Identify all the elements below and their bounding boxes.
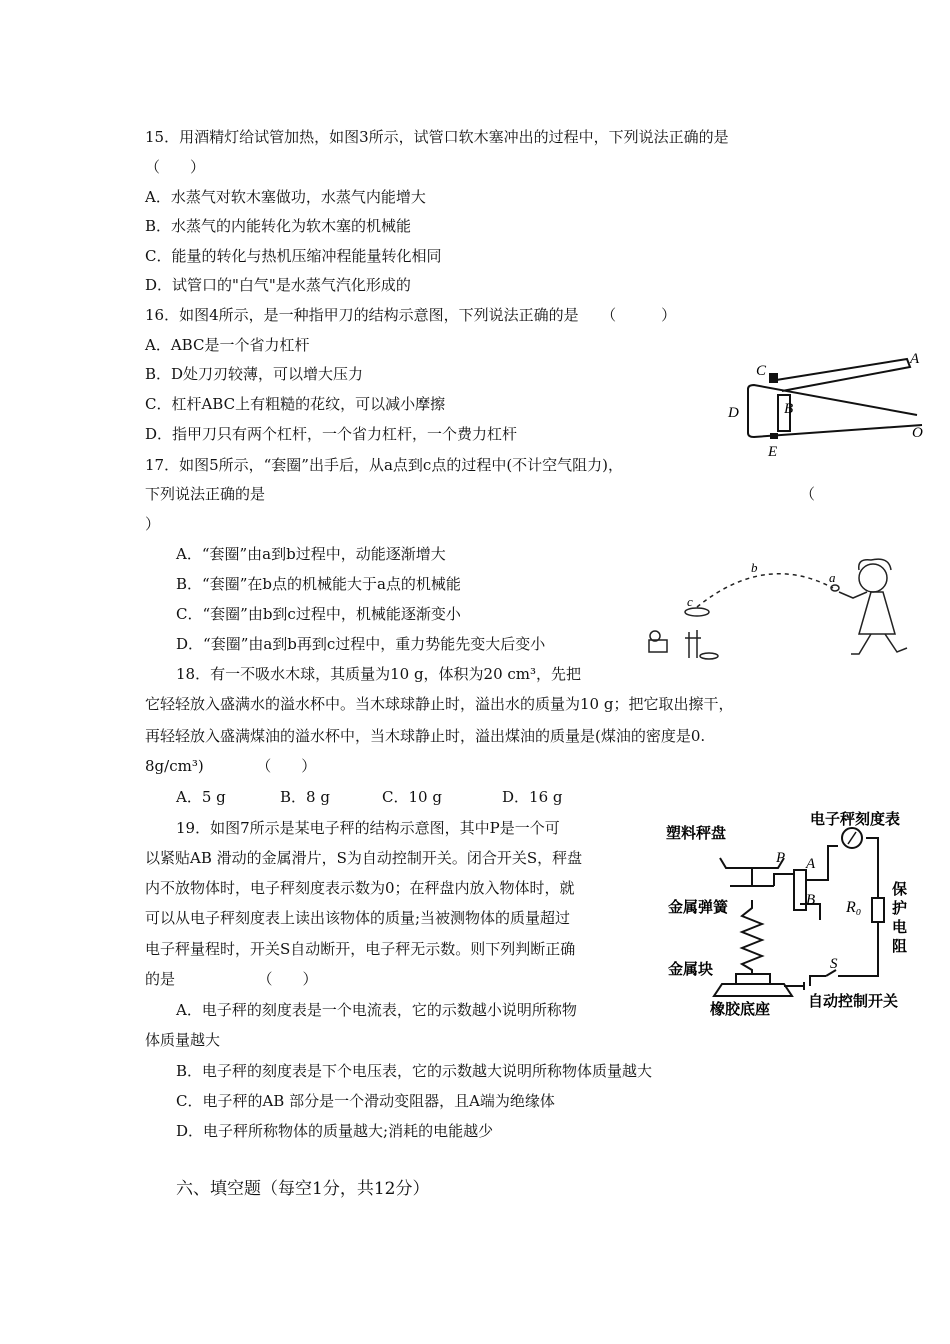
q15-option-c: C．能量的转化与热机压缩冲程能量转化相同: [145, 247, 442, 265]
q16-option-b: B．D处刀刃较薄，可以增大压力: [145, 365, 364, 383]
q15-paren: （ ）: [145, 158, 206, 176]
wire-meter-to-r0: [866, 838, 878, 898]
ring-toss-figure: [645, 552, 910, 667]
label-point-a: a: [829, 570, 836, 585]
q15-option-b: B．水蒸气的内能转化为软木塞的机械能: [145, 217, 412, 235]
girl-thrower: [839, 559, 907, 654]
q18-line3: 再轻轻放入盛满煤油的溢水杯中，当木球静止时，溢出煤油的质量是(煤油的密度是0.: [145, 727, 706, 745]
label-metal-block: 金属块: [668, 960, 714, 978]
q18-option-c: C．10 g: [382, 788, 442, 806]
clipper-lever-abc: [770, 359, 910, 391]
q18-line2: 它轻轻放入盛满水的溢水杯中。当木球球静止时，溢出水的质量为10 g；把它取出擦干，: [145, 695, 734, 713]
label-protect-resistor: 保护电阻: [892, 880, 908, 955]
label-e: E: [768, 444, 778, 460]
q19-line4: 可以从电子秤刻度表上读出该物体的质量;当被测物体的质量超过: [145, 909, 571, 927]
q19-line6: 的是 （ ）: [145, 970, 318, 988]
q18-option-d: D．16 g: [502, 788, 563, 806]
q17-paren-open: （: [800, 485, 816, 503]
q16-option-d: D．指甲刀只有两个杠杆，一个省力杠杆，一个费力杠杆: [145, 425, 518, 443]
wire-switch-to-base: [784, 976, 826, 990]
q16-option-a: A．ABC是一个省力杠杆: [145, 336, 310, 354]
q17-option-a: A．“套圈”由a到b过程中，动能逐渐增大: [176, 545, 446, 563]
q18-option-a: A．5 g: [176, 788, 226, 806]
q15-stem: 15．用酒精灯给试管加热，如图3所示，试管口软木塞冲出的过程中，下列说法正确的是: [145, 128, 729, 146]
q17-stem-line2: 下列说法正确的是: [145, 485, 266, 503]
q17-option-d: D．“套圈”由a到b再到c过程中，重力势能先变大后变小: [176, 635, 546, 653]
label-r0: R₀: [846, 899, 862, 916]
q19-option-d: D．电子秤所称物体的质量越大;消耗的电能越少: [176, 1122, 494, 1140]
rubber-base: [714, 984, 792, 996]
scale-pan: [720, 858, 784, 868]
ring-trajectory: [697, 574, 833, 607]
label-c: C: [756, 363, 767, 379]
q17-paren-close: ）: [145, 515, 161, 533]
label-a: A: [910, 351, 920, 367]
clipper-upper-jaw: [748, 385, 917, 415]
label-p: P: [776, 850, 786, 866]
label-d: D: [728, 405, 739, 421]
metal-spring: [742, 900, 762, 974]
label-o: O: [912, 425, 923, 441]
slider-arm: [774, 874, 794, 886]
label-rubber-base: 橡胶底座: [710, 1000, 771, 1018]
label-b-end: B: [806, 892, 816, 908]
q16-option-c: C．杠杆ABC上有粗糙的花纹，可以减小摩擦: [145, 395, 446, 413]
ring-at-c: [685, 608, 709, 616]
q15-option-a: A．水蒸气对软木塞做功，水蒸气内能增大: [145, 188, 426, 206]
q19-option-a-line1: A．电子秤的刻度表是一个电流表，它的示数越小说明所称物: [176, 1001, 577, 1019]
q19-line5: 电子秤量程时，开关S自动断开，电子秤无示数。则下列判断正确: [145, 940, 576, 958]
q17-option-b: B．“套圈”在b点的机械能大于a点的机械能: [176, 575, 461, 593]
nail-clipper-figure: [722, 345, 932, 460]
label-scale-meter: 电子秤刻度表: [810, 810, 901, 828]
electronic-scale-figure: [660, 808, 922, 1020]
label-point-b: b: [751, 560, 758, 575]
q18-line4: 8g/cm³) （ ）: [145, 757, 317, 775]
label-a-end: A: [806, 856, 816, 872]
label-s: S: [830, 956, 838, 972]
clipper-pad-e: [770, 433, 778, 439]
q19-line1: 19．如图7所示是某电子秤的结构示意图，其中P是一个可: [176, 819, 560, 837]
section-6-heading: 六、填空题（每空1分，共12分）: [176, 1179, 430, 1199]
label-point-c: c: [687, 594, 693, 609]
q16-stem: 16．如图4所示，是一种指甲刀的结构示意图，下列说法正确的是 （ ）: [145, 306, 677, 324]
clipper-lower-arm: [748, 389, 922, 437]
q19-option-b: B．电子秤的刻度表是下个电压表，它的示数越大说明所称物体质量越大: [176, 1062, 653, 1080]
meter-needle: [848, 832, 856, 844]
clipper-fulcrum-c: [769, 373, 778, 383]
protect-resistor: [872, 898, 884, 922]
q17-stem-line1: 17．如图5所示，“套圈”出手后，从a点到c点的过程中(不计空气阻力)，: [145, 456, 624, 474]
toy-targets: [649, 630, 718, 659]
q19-option-a-line2: 体质量越大: [145, 1031, 221, 1049]
q15-option-d: D．试管口的"白气"是水蒸气汽化形成的: [145, 276, 411, 294]
q18-option-b: B．8 g: [280, 788, 330, 806]
q19-option-c: C．电子秤的AB 部分是一个滑动变阻器，且A端为绝缘体: [176, 1092, 555, 1110]
q19-line3: 内不放物体时，电子秤刻度表示数为0；在秤盘内放入物体时，就: [145, 879, 575, 897]
label-metal-spring: 金属弹簧: [668, 898, 729, 916]
q19-line2: 以紧贴AB 滑动的金属滑片，S为自动控制开关。闭合开关S，秤盘: [145, 849, 583, 867]
label-plastic-pan: 塑料秤盘: [666, 824, 727, 842]
label-auto-switch: 自动控制开关: [808, 992, 899, 1010]
q18-line1: 18．有一不吸水木球，其质量为10 g，体积为20 cm³，先把: [176, 665, 582, 683]
metal-block: [736, 974, 770, 984]
wire-r0-to-switch: [838, 922, 878, 976]
label-b: B: [784, 401, 794, 417]
q17-option-c: C．“套圈”由b到c过程中，机械能逐渐变小: [176, 605, 461, 623]
